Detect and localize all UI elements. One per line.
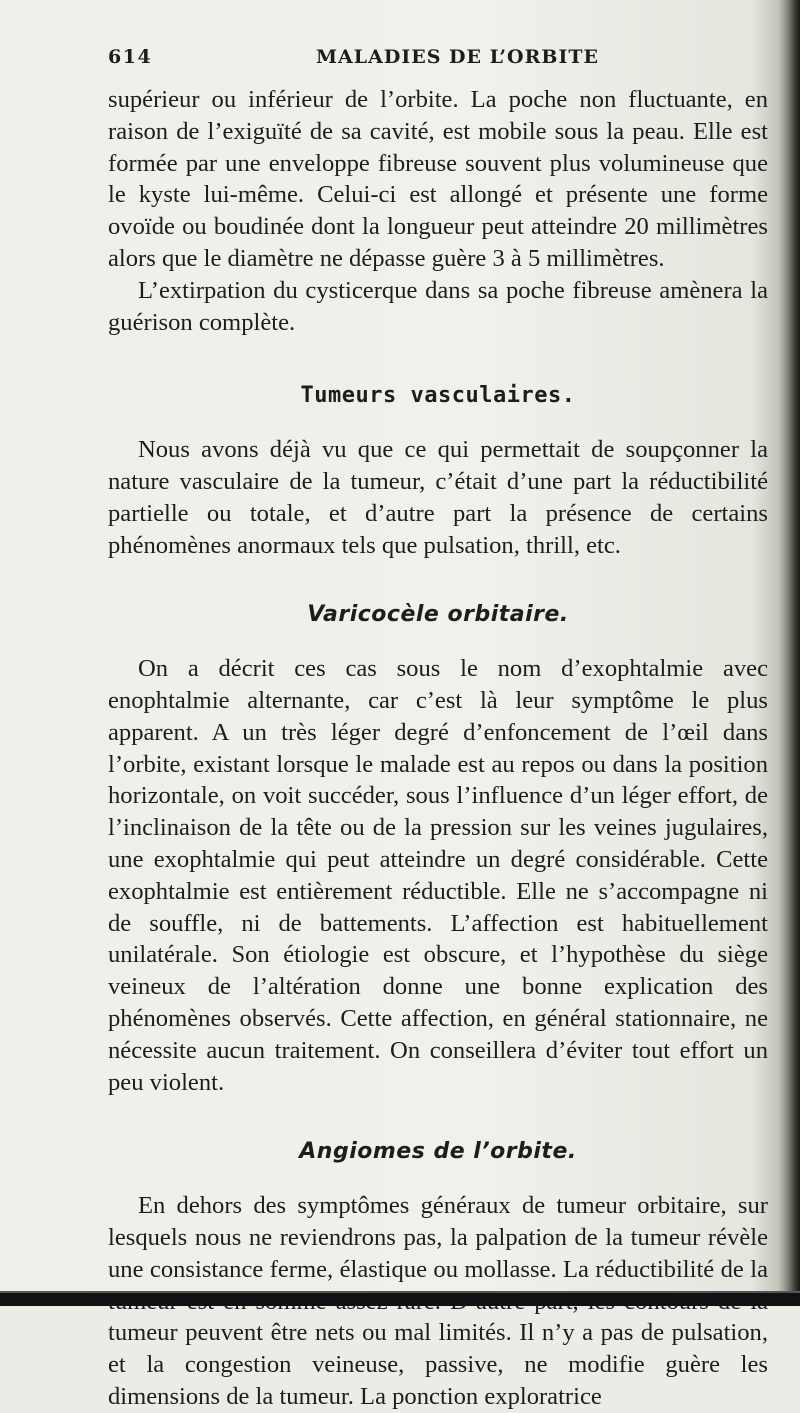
running-title: MALADIES DE L’ORBITE [316, 46, 599, 68]
page-number: 614 [108, 46, 153, 68]
section-heading-varicocele: Varicocèle orbitaire. [307, 602, 569, 628]
running-head [108, 40, 698, 74]
binding-shadow [778, 0, 800, 1304]
section-heading-angiomes: Angiomes de l’orbite. [299, 1139, 577, 1165]
vascular-paragraph: Nous avons déjà vu que ce qui permettait de soupçonner la nature vasculaire de la tumeur, c’était d’une part la réductibilité partielle ou totale, et d’autre part la présence de certains phénomènes anormaux tels que pulsation, thrill, etc. [108, 436, 768, 559]
section-heading-vascular: Tumeurs vasculaires. [300, 383, 576, 409]
varicocele-paragraph: On a décrit ces cas sous le nom d’exophtalmie avec enophtalmie alternante, car c’est là leur symptôme le plus apparent. A un très léger degré d’enfoncement de l’œil dans l’orbite, existant lorsque le malade est au repos ou dans la position horizontale, on voit succéder, sous l’influence d’un léger effort, de l’inclinaison de la tête ou de la pression sur les veines jugulaires, une exophtalmie qui peut atteindre un degré considérable. Cette exophtalmie est entièrement réductible. Elle ne s’accompagne ni de souffle, ni de battements. L’affection est habituellement unilatérale. Son étiologie est obscure, et l’hypothèse du siège veineux de l’altération donne une bonne explication des phénomènes observés. Cette affection, en général stationnaire, ne nécessite aucun traitement. On conseillera d’éviter tout effort un peu violent. [108, 655, 768, 1096]
intro-paragraph: supérieur ou inférieur de l’orbite. La poche non fluctuante, en raison de l’exiguïté de sa cavité, est mobile sous la peau. Elle est formée par une enveloppe fibreuse souvent plus volumineuse que le kyste lui-même. Celui-ci est allongé et présente une forme ovoïde ou boudinée dont la longueur peut atteindre 20 millimètres alors que le diamètre ne dépasse guère 3 à 5 millimètres. [108, 86, 768, 272]
intro-paragraph-2: L’extirpation du cysticerque dans sa poche fibreuse amènera la guérison complète. [108, 276, 768, 336]
page-body [108, 84, 768, 1413]
angiomes-paragraph: En dehors des symptômes généraux de tumeur orbitaire, sur lesquels nous ne reviendrons pas, la palpation de la tumeur révèle une consistance ferme, élastique ou mollasse. La réductibilité de la tumeur peuvent être nets ou mal limités. Il n’y a pas de pulsation, et la congestion veineuse, passive, ne modifie guère les dimensions de la tumeur. La ponction exploratrice [108, 1192, 768, 1410]
